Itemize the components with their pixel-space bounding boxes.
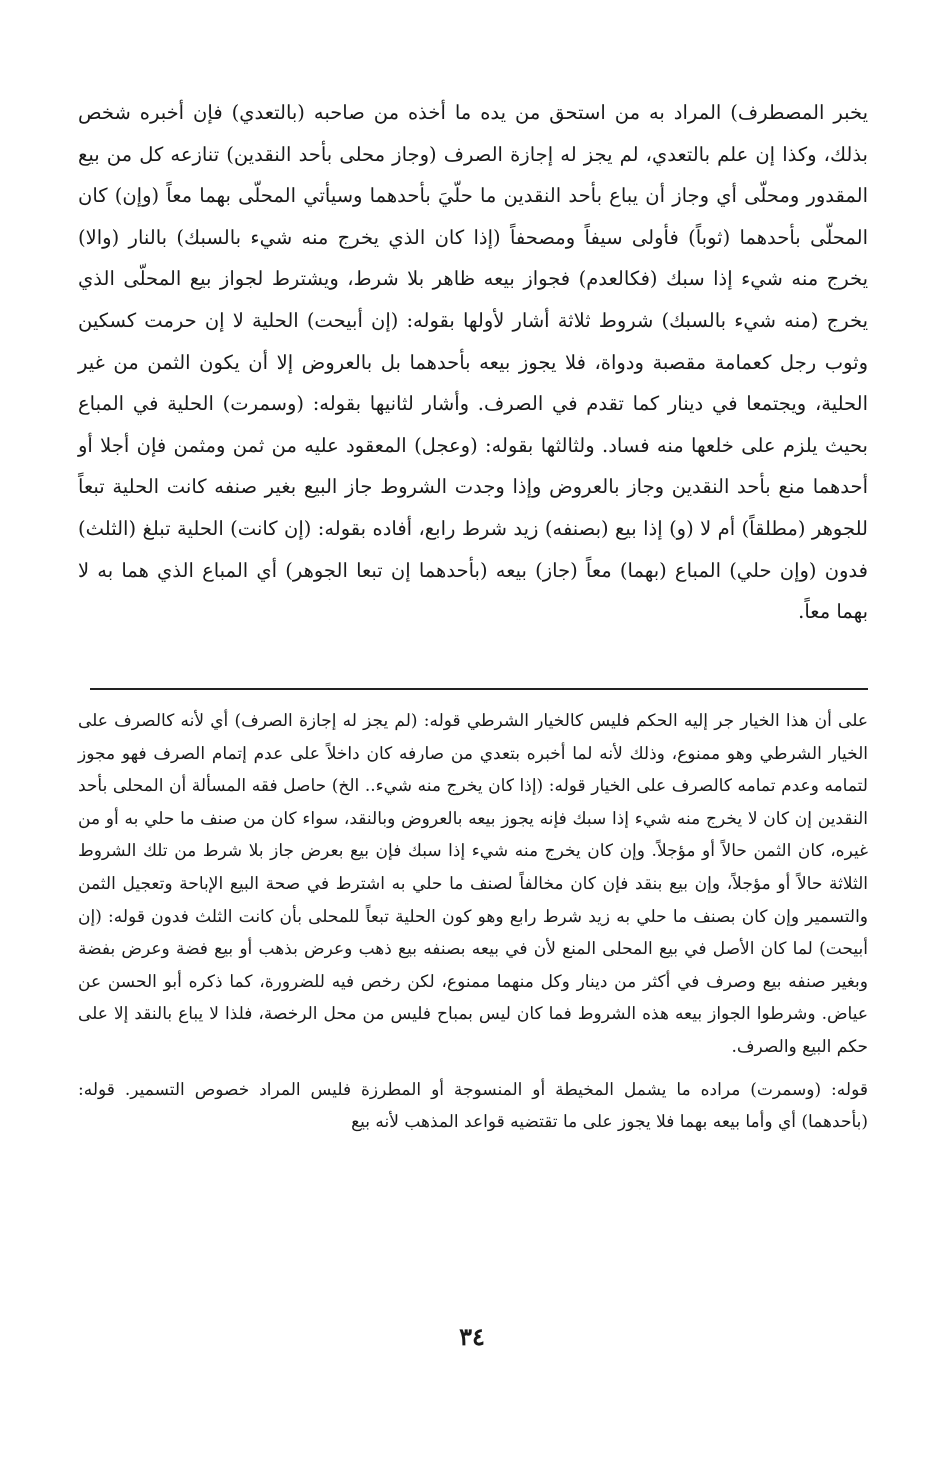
commentary-paragraph-1: على أن هذا الخيار جر إليه الحكم فليس كالخيار الشرطي قوله: (لم يجز له إجازة الصرف) أي لأنه كالصرف على الخيار الشرطي وهو ممنوع، وذلك لأنه لما أخبره بتعدي من صارفه كان داخلاً على عدم إتمام الصرف فهو مجوز لتمامه وعدم تمامه كالصرف على الخيار قوله: (إذا كان يخرج منه شيء.. الخ) حاصل فقه المسألة أن المحلى بأحد النقدين إن كان لا يخرج منه شيء إذا سبك فإنه يجوز بيعه بالعروض وبالنقد، سواء كان من صنف ما حلي به أو من غيره، كان الثمن حالاً أو مؤجلاً. وإن كان يخرج منه شيء إذا سبك فإن بيع بعرض جاز بلا شرط من تلك الشروط الثلاثة حالاً أو مؤجلاً، وإن بيع بنقد فإن كان مخالفاً لصنف ما حلي به اشترط في صحة البيع الإباحة وتعجيل الثمن والتسمير وإن كان بصنف ما حلي به زيد شرط رابع وهو كون الحلية تبعاً للمحلى بأن كانت الثلث فدون قوله: (إن أبيحت) لما كان الأصل في بيع المحلى المنع لأن في بيعه بصنفه بيع ذهب وعرض بذهب أو بيع فضة وعرض بفضة وبغير صنفه بيع وصرف في أكثر من دينار وكل منهما ممنوع، لكن رخص فيه للضرورة، كما ذكره أبو الحسن عن عياض. وشرطوا الجواز بيعه هذه الشروط فما كان ليس بمباح فليس من محل الرخصة، فلذا لا يباع بالنقد إلا على حكم البيع والصرف. [78,711,869,1057]
commentary-block [78,705,868,1139]
footnote-divider [90,688,868,690]
main-paragraph: يخبر المصطرف) المراد به من استحق من يده ما أخذه من صاحبه (بالتعدي) فإن أخبره شخص بذلك، وكذا إن علم بالتعدي، لم يجز له إجازة الصرف (وجاز محلى بأحد النقدين) تنازعه كل من بيع المقدور ومحلّى أي وجاز أن يباع بأحد النقدين ما حلّيَ بأحدهما وسيأتي المحلّى بهما معاً (وإن) كان المحلّى بأحدهما (ثوباً) فأولى سيفاً ومصحفاً (إذا كان الذي يخرج منه شيء بالسبك) بالنار (والا) يخرج منه شيء إذا سبك (فكالعدم) فجواز بيعه ظاهر بلا شرط، ويشترط لجواز بيع المحلّى الذي يخرج (منه شيء بالسبك) شروط ثلاثة أشار لأولها بقوله: (إن أبيحت) الحلية لا إن حرمت كسكين وثوب رجل كعمامة مقصبة ودواة، فلا يجوز بيعه بأحدهما بل بالعروض إلا أن يكون الثمن من غير الحلية، ويجتمعا في دينار كما تقدم في الصرف. وأشار لثانيها بقوله: (وسمرت) الحلية في المباع بحيث يلزم على خلعها منه فساد. ولثالثها بقوله: (وعجل) المعقود عليه من ثمن ومثمن فإن أجلا أو أحدهما منع بأحد النقدين وجاز بالعروض وإذا وجدت الشروط جاز البيع بغير صنفه كانت الحلية تبعاً للجوهر (مطلقاً) أم لا (و) إذا بيع (بصنفه) زيد شرط رابع، أفاده بقوله: (إن كانت) الحلية تبلغ (الثلث) فدون (وإن حلي) المباع (بهما) معاً (جاز) بيعه (بأحدهما إن تبعا الجوهر) أي المباع الذي هما به لا بهما معاً. [78,101,868,624]
page-number: ٣٤ [459,1322,485,1351]
commentary-paragraph-2: قوله: (وسمرت) مراده ما يشمل المخيطة أو المنسوجة أو المطرزة فليس المراد خصوص التسمير. قوله: (بأحدهما) أي وأما بيعه بهما فلا يجوز على ما تقتضيه قواعد المذهب لأنه بيع [78,1079,868,1133]
main-text-block [78,92,868,633]
